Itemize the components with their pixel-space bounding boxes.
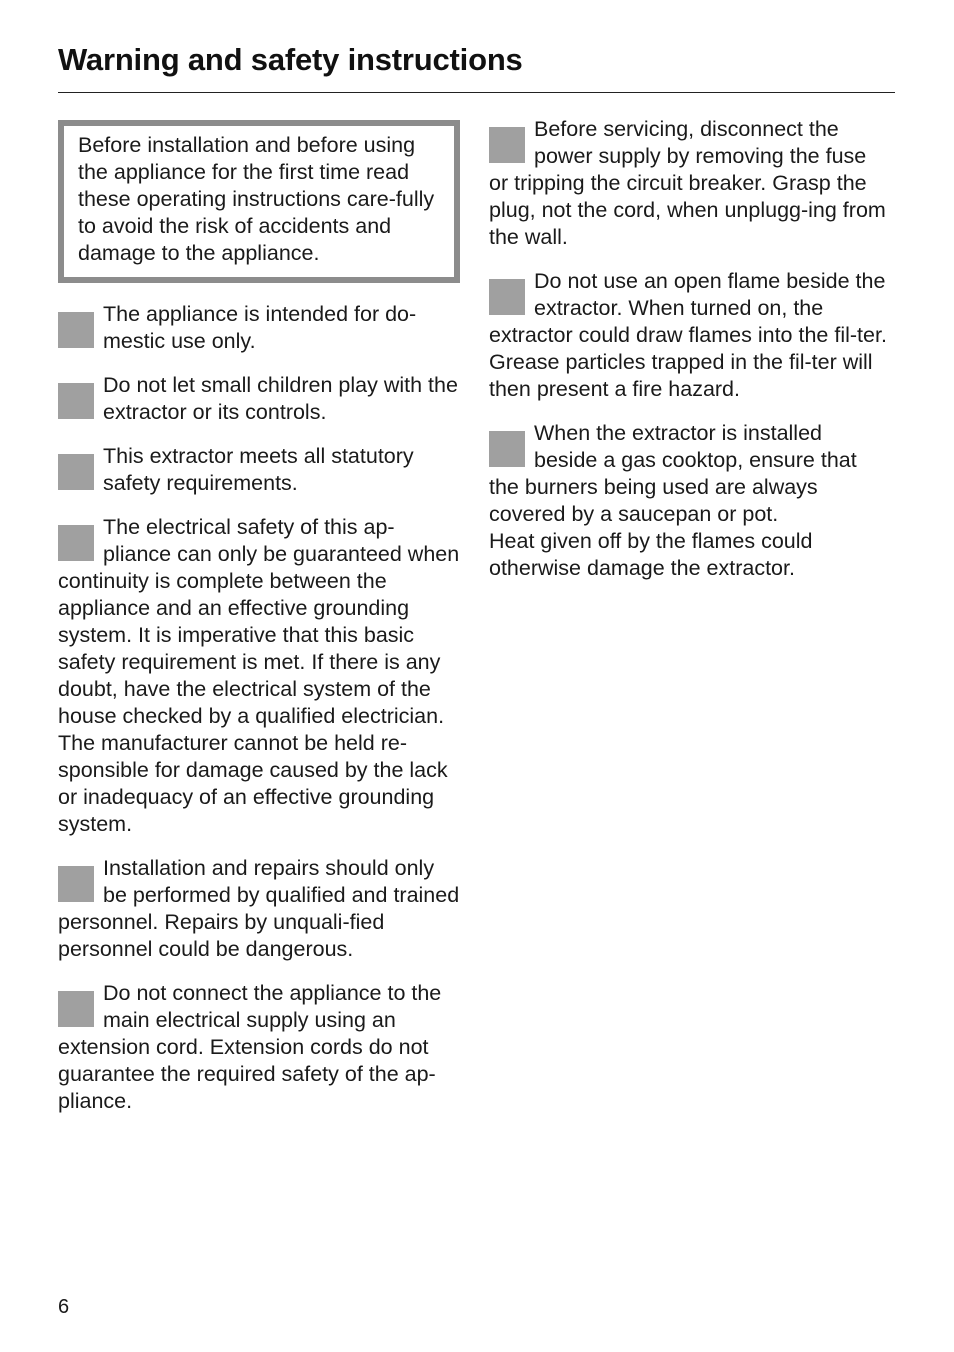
list-item — [489, 420, 891, 582]
square-bullet-icon — [58, 991, 94, 1027]
item-text: When the extractor is installed beside a gas cooktop, ensure that the burners being used are always covered by a saucepan or pot. — [489, 421, 857, 526]
square-bullet-icon — [489, 127, 525, 163]
item-text: This extractor meets all statutory safety requirements. — [103, 444, 414, 495]
item-text: Before servicing, disconnect the power supply by removing the fuse or tripping the circuit breaker. Grasp the plug, not the cord, when unplugg-ing from the wall. — [489, 117, 886, 249]
intro-text: Before installation and before using the appliance for the first time read these operating instructions care-fully to avoid the risk of accidents and damage to the appliance. — [78, 133, 435, 265]
square-bullet-icon — [58, 866, 94, 902]
list-item — [58, 980, 460, 1115]
item-text: Installation and repairs should only be performed by qualified and trained personnel. Repairs by unquali-fied personnel could be dangerous. — [58, 856, 460, 961]
item-text-continued: The manufacturer cannot be held re-sponsible for damage caused by the lack or inadequacy of an effective grounding system. — [58, 731, 448, 836]
square-bullet-icon — [489, 431, 525, 467]
title-divider — [58, 92, 895, 93]
item-text: Do not connect the appliance to the main electrical supply using an extension cord. Extension cords do not guarantee the required safety of the ap-pliance. — [58, 981, 442, 1113]
list-item — [489, 268, 891, 403]
list-item — [58, 301, 460, 355]
square-bullet-icon — [489, 279, 525, 315]
right-column — [489, 116, 891, 599]
list-item — [489, 116, 891, 251]
list-item — [58, 372, 460, 426]
item-text: Do not use an open flame beside the extractor. When turned on, the extractor could draw flames into the fil-ter. Grease particles trapped in the fil-ter will then present a fire hazard. — [489, 269, 887, 401]
intro-notice-box — [58, 120, 460, 283]
square-bullet-icon — [58, 312, 94, 348]
square-bullet-icon — [58, 525, 94, 561]
page-title: Warning and safety instructions — [58, 42, 523, 77]
item-text: The electrical safety of this ap-pliance can only be guaranteed when continuity is complete between the appliance and an effective grounding system. It is imperative that this basic safety requirement is met. If there is any doubt, have the electrical system of the house checked by a qualified electrician. — [58, 515, 460, 728]
square-bullet-icon — [58, 383, 94, 419]
left-column — [58, 120, 460, 1132]
item-text: Do not let small children play with the extractor or its controls. — [103, 373, 458, 424]
list-item — [58, 855, 460, 963]
list-item — [58, 514, 460, 838]
item-text-continued: Heat given off by the flames could otherwise damage the extractor. — [489, 529, 813, 580]
item-text: The appliance is intended for do-mestic use only. — [103, 302, 417, 353]
square-bullet-icon — [58, 454, 94, 490]
page-number: 6 — [58, 1296, 70, 1318]
list-item — [58, 443, 460, 497]
